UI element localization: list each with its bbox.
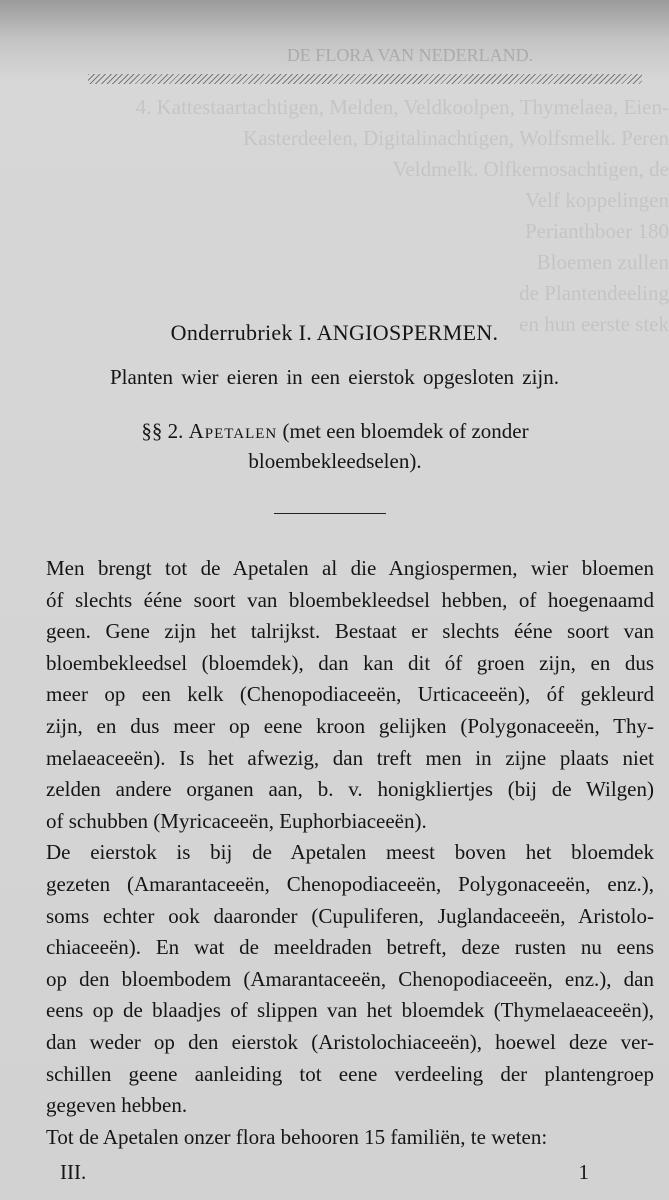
body-line: geen. Gene zijn het talrijkst. Bestaat er slechts ééne soort van (46, 619, 654, 644)
body-line: Tot de Apetalen onzer flora behooren 15 familiën, te weten: (46, 1124, 548, 1149)
section-description-1: (met een bloemdek of zonder (282, 419, 529, 443)
body-line: gezeten (Amarantaceeën, Chenopodiaceeën, Polygonaceeën, enz.), (46, 871, 654, 896)
section-description-2: bloembekleedselen). (248, 449, 422, 473)
body-line: of schubben (Myricaceeën, Euphorbiaceeën). (46, 808, 427, 833)
section-mark: §§ 2. (141, 419, 184, 443)
body-line: zijn, en dus meer op eene kroon gelijken (Polygonaceeën, Thy- (46, 713, 654, 738)
section-name: Apetalen (188, 419, 278, 443)
signature-mark: III. (60, 1160, 87, 1184)
bleed-through-running-head: DE FLORA VAN NEDERLAND. (286, 45, 534, 65)
body-line: zelden andere organen aan, b. v. honigkliertjes (bij de Wilgen) (46, 777, 654, 802)
body-line: Men brengt tot de Apetalen al die Angiospermen, wier bloemen (46, 556, 654, 580)
body-line: óf slechts ééne soort van bloembekleedsel hebben, of hoegenaamd (46, 587, 654, 612)
section-heading (90, 416, 580, 476)
body-line: op den bloembodem (Amarantaceeën, Chenopodiaceeën, enz.), dan (46, 966, 654, 991)
definition-line: Planten wier eieren in een eierstok opgesloten zijn. (109, 365, 560, 389)
subsection-heading: Onderrubriek I. ANGIOSPERMEN. (170, 320, 499, 345)
body-line: gegeven hebben. (46, 1093, 188, 1118)
body-line: bloembekleedsel (bloemdek), dan kan dit óf groen zijn, en dus (46, 650, 654, 675)
body-line: dan weder op den eierstok (Aristolochiaceeën), hoewel deze ver- (46, 1029, 654, 1054)
body-line: De eierstok is bij de Apetalen meest boven het bloemdek (46, 840, 654, 865)
page-number: 1 (578, 1160, 589, 1184)
body-line: schillen geene aanleiding tot eene verdeeling der plantengroep (46, 1061, 654, 1086)
body-line: soms echter ook daaronder (Cupuliferen, Juglandaceeën, Aristolo- (46, 903, 654, 928)
body-line: meer op een kelk (Chenopodiaceeën, Urticaceeën), óf gekleurd (46, 682, 654, 707)
bleed-through-lines: 4. Kattestaartachtigen, Melden, Veldkoolpen, Thymelaea, Eien- Kasterdeelen, Digitalinachtigen, Wolfsmelk. Peren Veldmelk. Olfkernosachtigen, de Velf koppelingen Perianthboer 180 Bloemen zullen de Plantendeeling en hun eerste stek (135, 95, 669, 336)
body-line: eens op de blaadjes of slippen van het bloemdek (Thymelaeaceeën), (46, 998, 654, 1023)
page-footer (60, 1160, 589, 1185)
body-line: chiaceeën). En wat de meeldraden betreft, deze rusten nu eens (46, 935, 654, 960)
decorative-zigzag-rule (88, 74, 642, 84)
section-divider (274, 513, 386, 514)
body-text (46, 553, 654, 1153)
body-line: melaeaceeën). Is het afwezig, dan treft men in zijne plaats niet (46, 745, 654, 770)
